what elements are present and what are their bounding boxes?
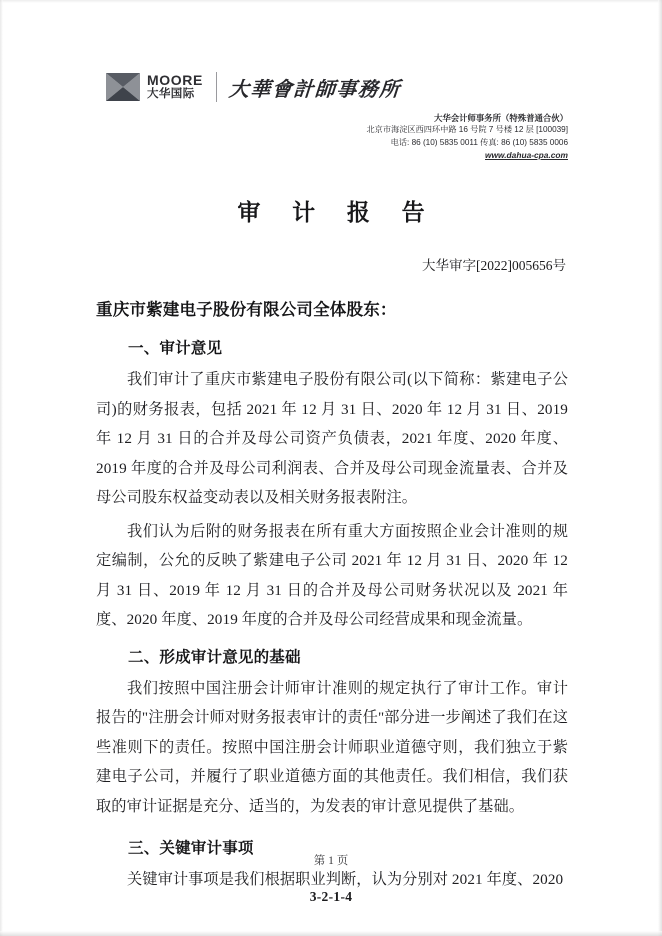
section-heading-audit-opinion: 一、审计意见: [128, 340, 223, 357]
logo-brand-cn: 大华国际: [147, 88, 195, 101]
paragraph-key-audit-matters-1: 关键审计事项是我们根据职业判断，认为分别对 2021 年度、2020: [127, 871, 564, 888]
page-number: 第 1 页: [313, 855, 349, 867]
firm-website[interactable]: www.dahua-cpa.com: [485, 150, 568, 161]
moore-logo-wordmark: [147, 73, 203, 101]
firm-address: 北京市海淀区西四环中路 16 号院 7 号楼 12 层 [100039]: [366, 125, 568, 135]
logo-divider: [216, 72, 217, 102]
report-body: [96, 296, 568, 899]
letterhead: [0, 0, 662, 168]
firm-calligraphy-mark: 大華會計師事務所: [227, 78, 402, 101]
logo-brand-latin: MOORE: [147, 72, 203, 89]
paragraph-audit-opinion-2: 我们认为后附的财务报表在所有重大方面按照企业会计准则的规定编制，公允的反映了紫建电子公司 2021 年 12 月 31 日、2020 年 12 月 31 日、2019 年 12 月 31 日的合并及母公司财务状况以及 2021 年度、2020 年度、2019 年度的合并及母公司经营成果和现金流量。: [96, 522, 568, 628]
addressee-line: 重庆市紫建电子股份有限公司全体股东：: [96, 300, 397, 319]
firm-contact: 电话: 86 (10) 5835 0011 传真: 86 (10) 5835 0006: [390, 137, 568, 147]
moore-logo-mark-icon: [106, 73, 140, 101]
section-heading-key-audit-matters: 三、关键审计事项: [128, 840, 254, 857]
moore-dahua-logo: [106, 69, 401, 105]
paragraph-audit-opinion-1: 我们审计了重庆市紫建电子股份有限公司(以下简称：紫建电子公司)的财务报表，包括 2021 年 12 月 31 日、2020 年 12 月 31 日、2019 年 12 月 31 日的合并及母公司资产负债表，2021 年度、2020 年度、2019 年度的合并及母公司利润表、合并及母公司现金流量表、合并及母公司股东权益变动表以及相关财务报表附注。: [96, 371, 568, 506]
document-number: 大华审字[2022]005656号: [422, 258, 566, 273]
section-heading-basis-for-opinion: 二、形成审计意见的基础: [128, 648, 301, 666]
section-spacer: [96, 825, 568, 836]
document-code: 3-2-1-4: [309, 889, 353, 904]
paragraph-basis-for-opinion-1: 我们按照中国注册会计师审计准则的规定执行了审计工作。审计报告的"注册会计师对财务报表审计的责任"部分进一步阐述了我们在这些准则下的责任。按照中国注册会计师职业道德守则，我们独立于紫建电子公司，并履行了职业道德方面的其他责任。我们相信，我们获取的审计证据是充分、适当的，为发表的审计意见提供了基础。: [96, 679, 568, 815]
scan-edge-bottom: [0, 931, 662, 936]
firm-contact-block: [366, 112, 568, 162]
page-title: 审 计 报 告: [237, 200, 438, 225]
firm-name: 大华会计师事务所（特殊普通合伙）: [434, 113, 568, 123]
